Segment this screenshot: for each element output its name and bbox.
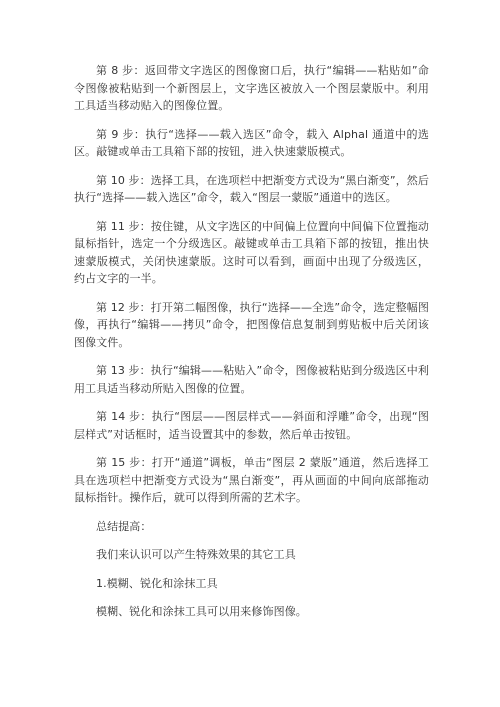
paragraph-step-12: 第 12 步：打开第二幅图像，执行“选择——全选”命令，选定整幅图像，再执行“编辑——拷贝”命令，把图像信息复制到剪贴板中后关闭该图像文件。 bbox=[74, 300, 429, 349]
subheading-blur-sharpen-smudge: 1.模糊、锐化和涂抹工具 bbox=[96, 576, 218, 590]
paragraph-step-11: 第 11 步：按住键，从文字选区的中间偏上位置向中间偏下位置拖动鼠标指针，选定一个分级选区。敲键或单击工具箱下部的按钮，推出快速蒙版模式，关闭快速蒙版。这时可以看到，画面中出现了分级选区，约占文字的一半。 bbox=[74, 219, 429, 285]
document-body bbox=[74, 62, 429, 632]
paragraph-step-15: 第 15 步：打开“通道”调板，单击“图层 2 蒙版”通道，然后选择工具在选项栏中把渐变方式设为“黑白渐变”，再从画面的中间向底部拖动鼠标指针。操作后，就可以得到所需的艺术字。 bbox=[74, 456, 429, 504]
paragraph-step-14: 第 14 步：执行“图层——图层样式——斜面和浮雕”命令，出现“图层样式”对话框时，适当设置其中的参数，然后单击按钮。 bbox=[74, 410, 429, 441]
section-heading-summary: 总结提高： bbox=[96, 519, 152, 533]
paragraph-intro-tools: 我们来认识可以产生特殊效果的其它工具 bbox=[96, 548, 296, 561]
paragraph-step-13: 第 13 步：执行“编辑——粘贴入”命令，图像被粘贴到分级选区中利用工具适当移动所贴入图像的位置。 bbox=[74, 364, 429, 395]
paragraph-blur-tools-desc: 模糊、锐化和涂抹工具可以用来修饰图像。 bbox=[96, 605, 307, 618]
paragraph-step-9: 第 9 步：执行“选择——载入选区”命令，载入 Alphal 通道中的选区。敲键或单击工具箱下部的按钮，进入快速蒙版模式。 bbox=[74, 127, 429, 158]
paragraph-step-8: 第 8 步：返回带文字选区的图像窗口后，执行“编辑——粘贴如”命令图像被粘贴到一个新图层上，文字选区被放入一个图层蒙版中。利用工具适当移动贴入的图像位置。 bbox=[74, 64, 429, 112]
paragraph-step-10: 第 10 步：选择工具，在选项栏中把渐变方式设为“黑白渐变”，然后执行“选择——载入选区”命令，载入“图层一蒙版”通道中的选区。 bbox=[74, 173, 429, 204]
